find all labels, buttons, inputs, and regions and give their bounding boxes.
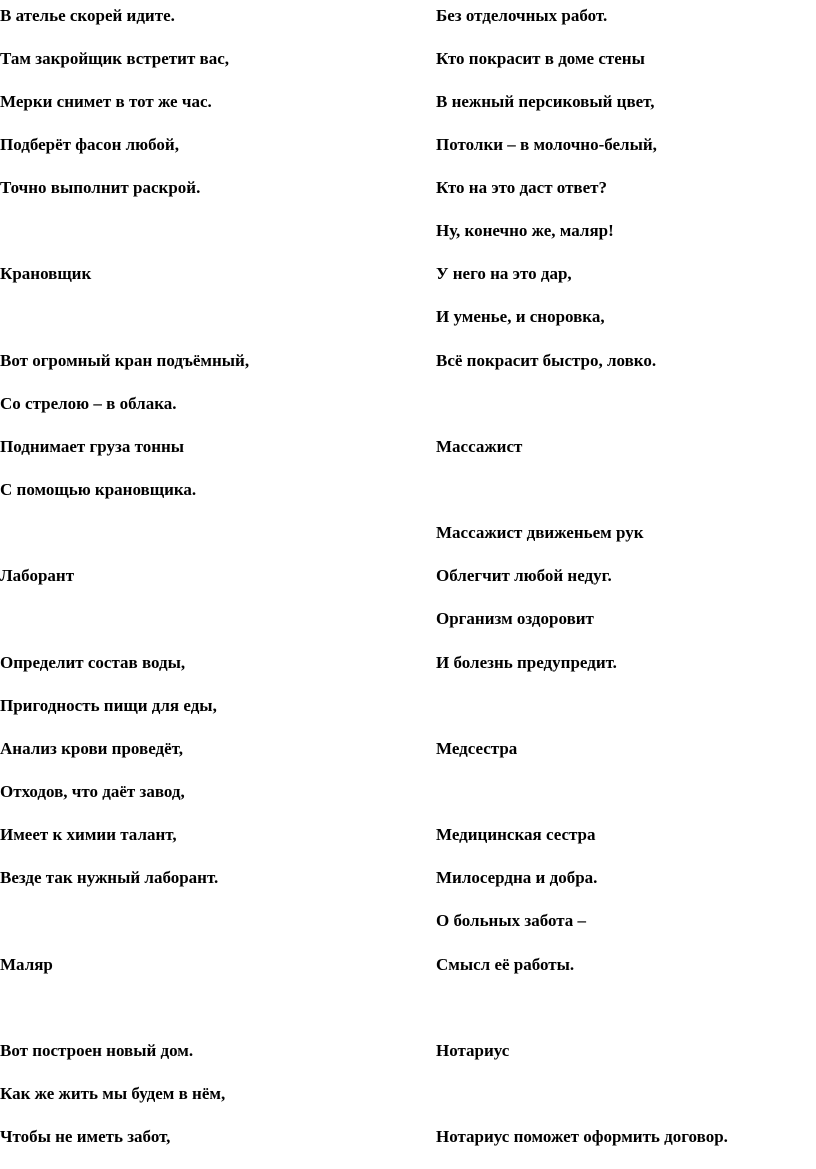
poem-line: Там закройщик встретит вас,: [0, 49, 230, 68]
poem-line: Как же жить мы будем в нём,: [0, 1084, 226, 1103]
poem-line: В ателье скорей идите.: [0, 6, 175, 25]
poem-line: Вот огромный кран подъёмный,: [0, 351, 250, 370]
poem-line: Организм оздоровит: [436, 609, 594, 628]
poem-line: С помощью крановщика.: [0, 480, 197, 499]
poem-line: Подберёт фасон любой,: [0, 135, 179, 154]
poem-line: Определит состав воды,: [0, 653, 186, 672]
poem-line: У него на это дар,: [436, 264, 572, 283]
poem-line: Пригодность пищи для еды,: [0, 696, 217, 715]
poem-line: В нежный персиковый цвет,: [436, 92, 655, 111]
poem-line: Чтобы не иметь забот,: [0, 1127, 171, 1146]
poem-line: Точно выполнит раскрой.: [0, 178, 201, 197]
poem-line: Ну, конечно же, маляр!: [436, 221, 614, 240]
poem-line: Нотариус поможет оформить договор.: [436, 1127, 728, 1146]
poem-line: И болезнь предупредит.: [436, 653, 617, 672]
poem-line: Поднимает груза тонны: [0, 437, 185, 456]
poem-line: Отходов, что даёт завод,: [0, 782, 185, 801]
section-heading: Нотариус: [436, 1041, 510, 1060]
section-heading: Массажист: [436, 437, 523, 456]
poem-line: Со стрелою – в облака.: [0, 394, 177, 413]
poem-line: Облегчит любой недуг.: [436, 566, 612, 585]
poem-line: Мерки снимет в тот же час.: [0, 92, 212, 111]
poem-line: Без отделочных работ.: [436, 6, 608, 25]
poem-line: Имеет к химии талант,: [0, 825, 177, 844]
poem-line: Всё покрасит быстро, ловко.: [436, 351, 657, 370]
poem-line: О больных забота –: [436, 911, 587, 930]
section-heading: Лаборант: [0, 566, 75, 585]
poem-line: Кто на это даст ответ?: [436, 178, 607, 197]
poem-line: И уменье, и сноровка,: [436, 307, 605, 326]
poem-line: Везде так нужный лаборант.: [0, 868, 219, 887]
poem-line: Потолки – в молочно-белый,: [436, 135, 657, 154]
poem-line: Милосердна и добра.: [436, 868, 598, 887]
poem-line: Массажист движеньем рук: [436, 523, 644, 542]
section-heading: Маляр: [0, 955, 53, 974]
poem-line: Анализ крови проведёт,: [0, 739, 183, 758]
poem-line: Смысл её работы.: [436, 955, 575, 974]
section-heading: Медсестра: [436, 739, 518, 758]
poem-line: Медицинская сестра: [436, 825, 596, 844]
poem-line: Кто покрасит в доме стены: [436, 49, 645, 68]
section-heading: Крановщик: [0, 264, 92, 283]
poem-line: Вот построен новый дом.: [0, 1041, 194, 1060]
